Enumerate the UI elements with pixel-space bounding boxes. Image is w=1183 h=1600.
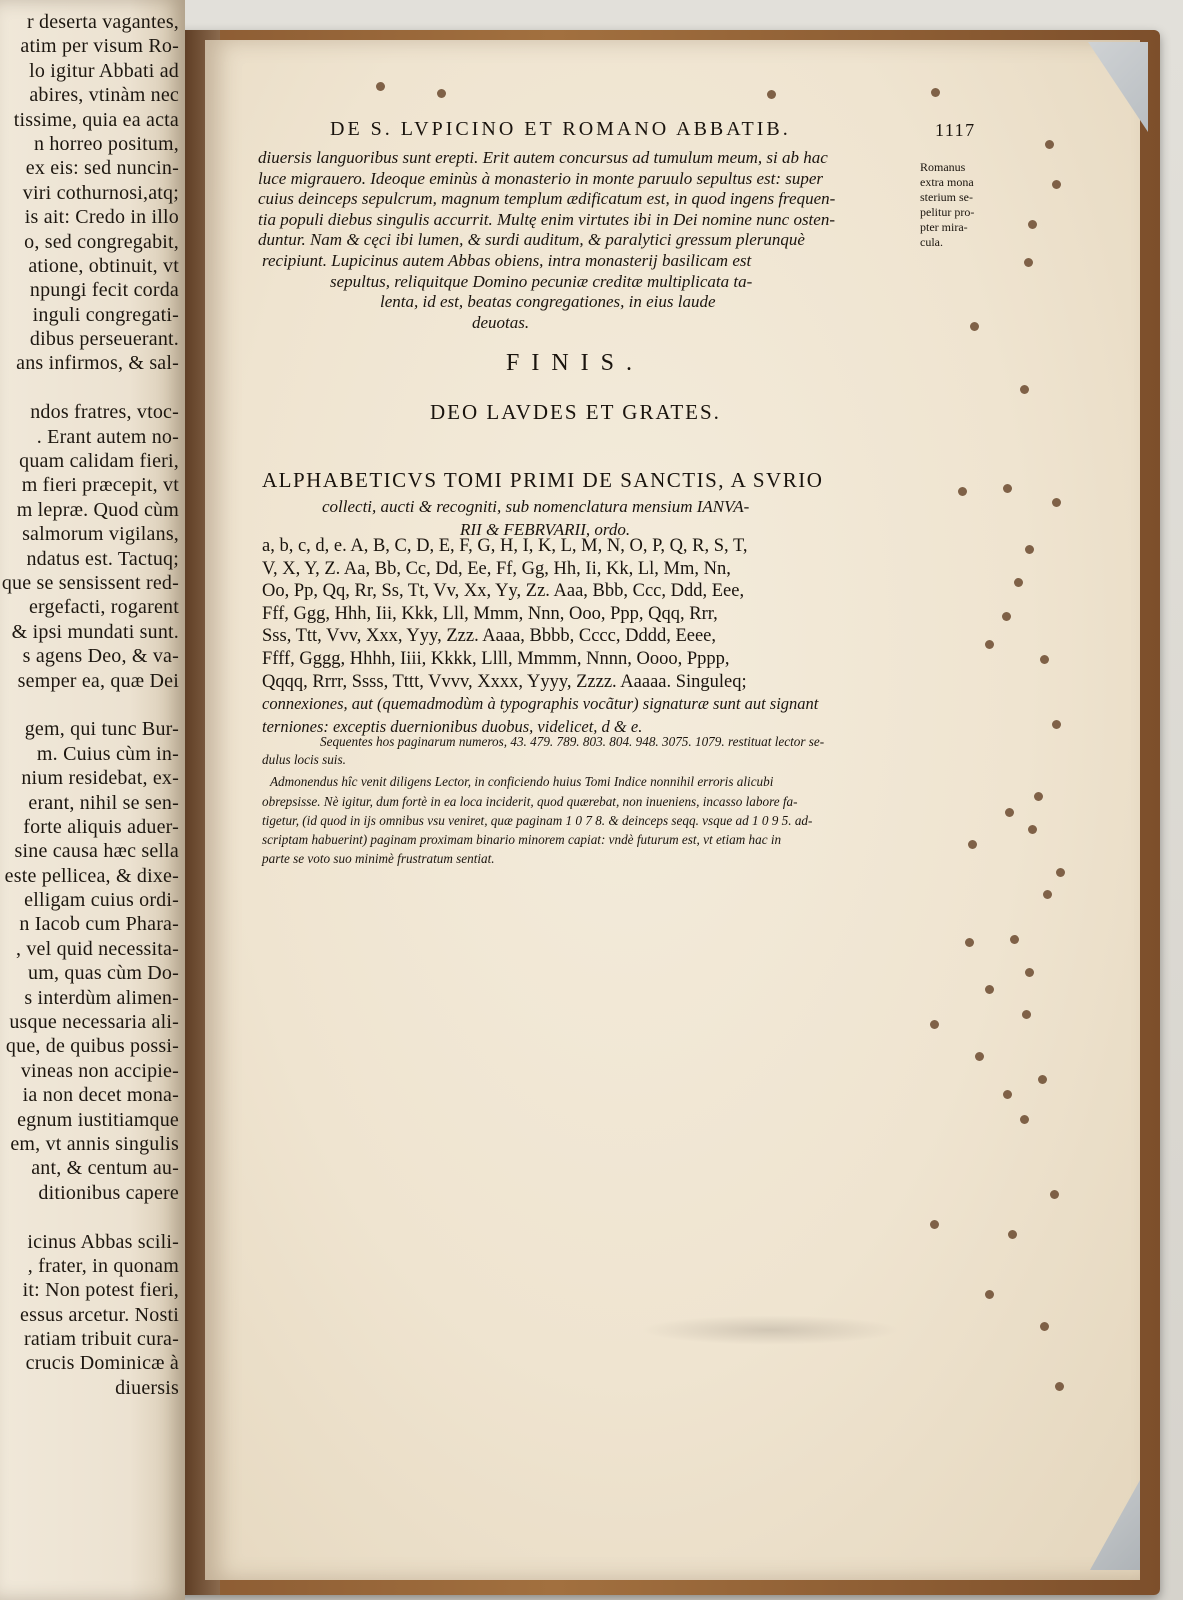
margin-note-line: pelitur pro- [920, 205, 975, 219]
left-page-line: ex eis: sed nuncin- [25, 157, 179, 180]
left-page-line: nium residebat, ex- [21, 767, 179, 790]
alphabeticus-line: Qqqq, Rrrr, Ssss, Tttt, Vvvv, Xxxx, Yyyy, Zzzz. Aaaaa. Singuleq; [262, 671, 747, 692]
left-page-line: it: Non potest fieri, [22, 1279, 179, 1302]
body-line: sepultus, reliquitque Domino pecuniæ creditæ multiplicata ta- [330, 271, 753, 291]
wormhole [958, 487, 967, 496]
wormhole [1025, 545, 1034, 554]
errata-note-line: tigetur, (id quod in ijs omnibus vsu veniret, quæ paginam 1 0 7 8. & deinceps seqq. vsque ad 1 0 9 5. ad- [262, 813, 813, 828]
wormhole [985, 1290, 994, 1299]
left-page-line: , frater, in quonam [27, 1254, 179, 1277]
left-page-line: que se sensissent red- [1, 571, 179, 594]
left-page-line: ans infirmos, & sal- [16, 352, 179, 375]
left-page-line [0, 376, 179, 400]
margin-note-line: sterium se- [920, 190, 973, 204]
left-page-line: lo igitur Abbati ad [29, 59, 179, 82]
left-page-line: ia non decet mona- [22, 1084, 179, 1107]
wormhole [1003, 484, 1012, 493]
left-page-line: erant, nihil se sen- [28, 791, 179, 814]
wormhole [930, 1020, 939, 1029]
left-page-line: em, vt annis singulis [10, 1132, 179, 1155]
left-page-line [0, 693, 179, 717]
body-line: duntur. Nam & cęci ibi lumen, & surdi auditum, & paralytici gressum plerunquè [258, 230, 805, 250]
left-page-line: sine causa hæc sella [14, 840, 179, 863]
body-line: deuotas. [472, 312, 530, 332]
left-page-line: ergefacti, rogarent [28, 596, 179, 619]
left-page-line: ant, & centum au- [31, 1157, 179, 1180]
left-page-line: m fieri præcepit, vt [21, 474, 179, 497]
wormhole [1056, 868, 1065, 877]
alphabeticus-line: Sss, Ttt, Vvv, Xxx, Yyy, Zzz. Aaaa, Bbbb, Cccc, Dddd, Eeee, [262, 626, 717, 647]
body-line: cuius deinceps sepulcrum, magnum templum ædificatum est, in quod ingens frequen- [258, 189, 836, 209]
left-page-line: tissime, quia ea acta [13, 108, 179, 131]
left-page-line: quam calidam fieri, [19, 450, 179, 473]
left-page-line: egnum iustitiamque [17, 1108, 179, 1131]
wormhole [985, 640, 994, 649]
body-line: luce migrauero. Ideoque eminùs à monasterio in monte paruulo sepultus est: super [258, 168, 824, 188]
margin-note-line: pter mira- [920, 220, 968, 234]
wormhole [1055, 1382, 1064, 1391]
alphabeticus-subtitle-1: collecti, aucti & recogniti, sub nomenclatura mensium IANVA- [322, 497, 750, 516]
left-page [0, 0, 185, 1600]
body-line: recipiunt. Lupicinus autem Abbas obiens, intra monasterij basilicam est [262, 251, 752, 270]
wormhole [1034, 792, 1043, 801]
left-page-line: forte aliquis aduer- [23, 815, 179, 838]
left-page-line [0, 1205, 179, 1229]
running-head: DE S. LVPICINO ET ROMANO ABBATIB. [330, 118, 791, 140]
wormhole [1043, 890, 1052, 899]
alphabeticus-line: a, b, c, d, e. A, B, C, D, E, F, G, H, I, K, L, M, N, O, P, Q, R, S, T, [262, 536, 748, 556]
wormhole [1038, 1075, 1047, 1084]
wormhole [1028, 220, 1037, 229]
left-page-line: viri cothurnosi,atq; [22, 181, 179, 204]
wormhole [931, 88, 940, 97]
wormhole [376, 82, 385, 91]
left-page-line: usque necessaria ali- [9, 1011, 179, 1034]
alphabeticus-line: Fff, Ggg, Hhh, Iii, Kkk, Lll, Mmm, Nnn, Ooo, Ppp, Qqq, Rrr, [262, 603, 718, 624]
deo-laudes-heading: DEO LAVDES ET GRATES. [430, 400, 721, 424]
left-page-line: dibus perseuerant. [29, 328, 179, 351]
page-number: 1117 [935, 120, 976, 140]
wormhole [1020, 1115, 1029, 1124]
left-page-line: o, sed congregabit, [24, 230, 179, 253]
left-page-line: . Erant autem no- [36, 425, 179, 448]
left-page-line: , vel quid necessita- [15, 937, 179, 960]
left-page-line: um, quas cùm Do- [28, 962, 179, 985]
wormhole [1040, 1322, 1049, 1331]
page-smudge [640, 1315, 900, 1345]
wormhole [1045, 140, 1054, 149]
margin-note-line: extra mona [920, 175, 974, 189]
left-page-line: atione, obtinuit, vt [28, 254, 179, 277]
wormhole [1028, 825, 1037, 834]
margin-note-line: Romanus [920, 160, 966, 174]
left-page-line: gem, qui tunc Bur- [24, 718, 179, 741]
wormhole [1010, 935, 1019, 944]
errata-note-line: parte se voto suo minimè frustratum sentiat. [262, 851, 495, 866]
wormhole [975, 1052, 984, 1061]
wormhole [968, 840, 977, 849]
left-page-line: is ait: Credo in illo [24, 206, 179, 229]
wormhole [1024, 258, 1033, 267]
wormhole [1005, 808, 1014, 817]
errata-note-line: dulus locis suis. [262, 752, 346, 767]
finis-heading: FINIS. [506, 350, 645, 376]
wormhole [767, 90, 776, 99]
wormhole [1040, 655, 1049, 664]
left-page-line: inguli congregati- [32, 303, 179, 326]
left-page-line: m lepræ. Quod cùm [16, 498, 179, 521]
left-page-line: ndatus est. Tactuq; [26, 547, 179, 570]
alphabeticus-line: Oo, Pp, Qq, Rr, Ss, Tt, Vv, Xx, Yy, Zz. Aaa, Bbb, Ccc, Ddd, Eee, [262, 581, 745, 602]
wormhole [965, 938, 974, 947]
left-page-line: semper ea, quæ Dei [17, 669, 179, 692]
wormhole [970, 322, 979, 331]
wormhole [1008, 1230, 1017, 1239]
left-page-line: n horreo positum, [33, 132, 179, 155]
margin-note-line: cula. [920, 235, 943, 249]
errata-note-line: obrepsisse. Nè igitur, dum fortè in ea loca inciderit, quod quærebat, non inueniens, incasso labore fa- [262, 794, 798, 809]
left-page-line: essus arcetur. Nosti [20, 1303, 179, 1326]
left-page-line: n Iacob cum Phara- [19, 913, 179, 936]
wormhole [1020, 385, 1029, 394]
left-page-line: r deserta vagantes, [26, 11, 179, 33]
wormhole [1014, 578, 1023, 587]
alphabeticus-line: connexiones, aut (quemadmodùm à typographis vocãtur) signaturæ sunt aut signant [262, 694, 819, 714]
errata-note-line: Sequentes hos paginarum numeros, 43. 479. 789. 803. 804. 948. 3075. 1079. restituat lector se- [320, 734, 825, 749]
wormhole [1022, 1010, 1031, 1019]
left-page-line: npungi fecit corda [29, 279, 179, 302]
left-page-text [0, 10, 179, 1400]
left-page-line: abires, vtinàm nec [29, 84, 179, 107]
left-page-line: ditionibus capere [38, 1181, 179, 1204]
errata-note-line: scriptam habuerint) paginam proximam binario minorem capiat: vndè futurum est, vt etiam hac in [262, 832, 782, 847]
left-page-line: salmorum vigilans, [22, 523, 179, 546]
body-line: tia populi diebus singulis accurrit. Multę enim virtutes ibi in Dei nomine nunc osten- [258, 209, 835, 229]
left-page-line: ratiam tribuit cura- [23, 1328, 179, 1351]
wormhole [1002, 612, 1011, 621]
left-page-line: s agens Deo, & va- [22, 645, 179, 668]
wormhole [1052, 498, 1061, 507]
left-page-line: atim per visum Ro- [20, 35, 179, 58]
left-page-line: diuersis [115, 1376, 179, 1399]
left-page-line: este pellicea, & dixe- [4, 864, 179, 887]
alphabeticus-line: Ffff, Gggg, Hhhh, Iiii, Kkkk, Llll, Mmmm, Nnnn, Oooo, Pppp, [262, 649, 730, 669]
left-page-line: elligam cuius ordi- [24, 889, 179, 912]
left-page-line: que, de quibus possi- [5, 1035, 179, 1058]
left-page-line: icinus Abbas scili- [27, 1230, 179, 1253]
alphabeticus-heading: ALPHABETICVS TOMI PRIMI DE SANCTIS, A SVRIO [262, 468, 824, 492]
left-page-line: s interdùm alimen- [24, 986, 179, 1009]
wormhole [437, 89, 446, 98]
left-page-line: ndos fratres, vtoc- [30, 401, 179, 424]
wormhole [1050, 1190, 1059, 1199]
body-line: lenta, id est, beatas congregationes, in eius laude [380, 292, 716, 312]
wormhole [1025, 968, 1034, 977]
wormhole [930, 1220, 939, 1229]
margin-note [920, 160, 990, 250]
errata-note-line: Admonendus hîc venit diligens Lector, in conficiendo huius Tomi Indice nonnihil erroris alicubi [270, 774, 774, 789]
body-line: diuersis languoribus sunt erepti. Erit autem concursus ad tumulum meum, si ab hac [258, 148, 828, 167]
left-page-line: crucis Dominicæ à [25, 1352, 179, 1375]
left-page-line: vineas non accipie- [20, 1059, 179, 1082]
alphabeticus-line: V, X, Y, Z. Aa, Bb, Cc, Dd, Ee, Ff, Gg, Hh, Ii, Kk, Ll, Mm, Nn, [262, 558, 731, 579]
left-page-line: m. Cuius cùm in- [36, 742, 179, 765]
left-page-line: & ipsi mundati sunt. [11, 620, 179, 643]
wormhole [985, 985, 994, 994]
wormhole [1003, 1090, 1012, 1099]
wormhole [1052, 180, 1061, 189]
alphabeticus-line: terniones: exceptis duernionibus duobus, videlicet, d & e. [262, 716, 643, 736]
alphabeticus-subtitle-2: RII & FEBRVARII, ordo. [460, 520, 631, 539]
wormhole [1052, 720, 1061, 729]
